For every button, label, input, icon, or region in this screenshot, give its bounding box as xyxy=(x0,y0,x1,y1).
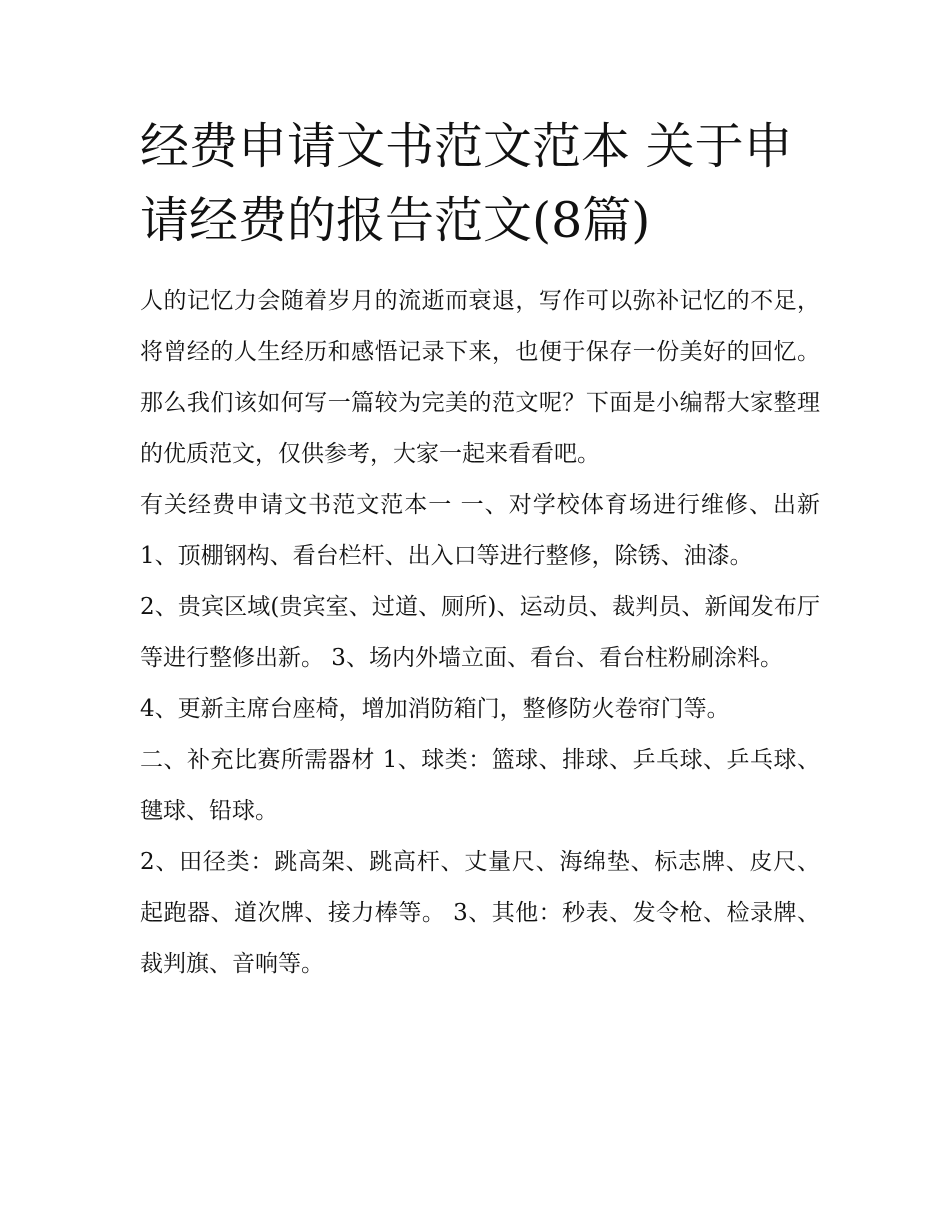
item-four-paragraph: 4、更新主席台座椅，增加消防箱门，整修防火卷帘门等。 xyxy=(140,696,730,722)
document-body xyxy=(140,276,820,990)
section-two-paragraph: 二、补充比赛所需器材 1、球类：篮球、排球、乒乓球、乒乓球、毽球、铅球。 xyxy=(140,747,820,824)
item-two-paragraph: 2、贵宾区域(贵宾室、过道、厕所)、运动员、裁判员、新闻发布厅等进行整修出新。 3、场内外墙立面、看台、看台柱粉刷涂料。 xyxy=(140,594,820,671)
document-title: 经费申请文书范文范本 关于申请经费的报告范文(8篇) xyxy=(140,118,793,249)
intro-paragraph: 人的记忆力会随着岁月的流逝而衰退，写作可以弥补记忆的不足，将曾经的人生经历和感悟记录下来，也便于保存一份美好的回忆。那么我们该如何写一篇较为完美的范文呢？下面是小编帮大家整理的优质范文，仅供参考，大家一起来看看吧。 xyxy=(140,288,820,467)
section-one-paragraph: 有关经费申请文书范文范本一 一、对学校体育场进行维修、出新 1、顶棚钢构、看台栏杆、出入口等进行整修，除锈、油漆。 xyxy=(140,492,820,569)
track-items-paragraph: 2、田径类：跳高架、跳高杆、丈量尺、海绵垫、标志牌、皮尺、起跑器、道次牌、接力棒等。 3、其他：秒表、发令枪、检录牌、裁判旗、音响等。 xyxy=(140,849,820,977)
